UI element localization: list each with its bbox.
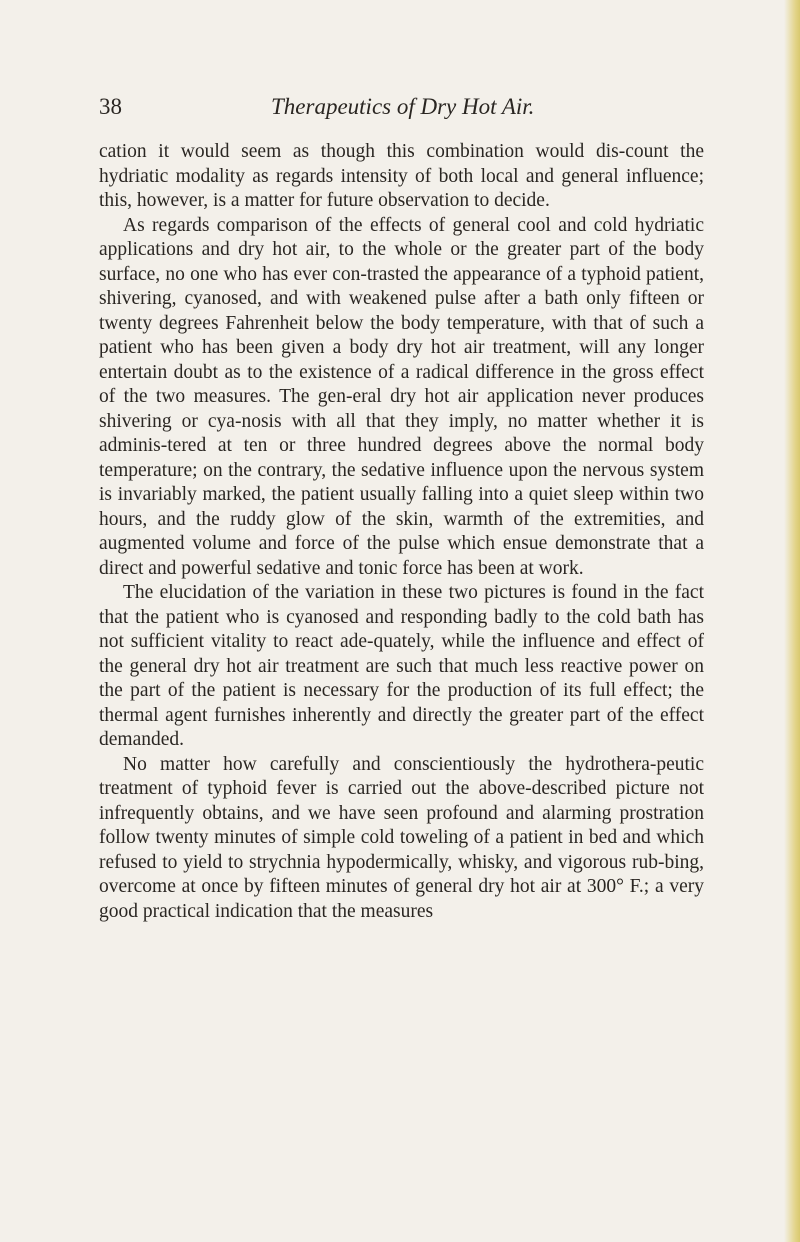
page-number: 38 (99, 94, 122, 119)
page-header (99, 94, 719, 126)
paragraph-elucidation: The elucidation of the variation in these two pictures is found in the fact that the patient who is cyanosed and responding badly to the cold bath has not sufficient vitality to react ade-quately, while the influence and effect of the general dry hot air treatment are such that much less reactive power on the part of the patient is necessary for the production of its full effect; the thermal agent furnishes inherently and directly the greater part of the effect demanded. (99, 582, 704, 750)
running-title: Therapeutics of Dry Hot Air. (271, 94, 535, 119)
page-edge (784, 0, 800, 1242)
body-text (99, 140, 704, 924)
paragraph-comparison: As regards comparison of the effects of general cool and cold hydriatic applications and dry hot air, to the whole or the greater part of the body surface, no one who has ever con-trasted the appearance of a typhoid patient, shivering, cyanosed, and with weakened pulse after a bath only fifteen or twenty degrees Fahrenheit below the body temperature, with that of such a patient who has been given a body dry hot air treatment, will any longer entertain doubt as to the existence of a radical difference in the gross effect of the two measures. The gen-eral dry hot air application never produces shivering or cya-nosis with all that they imply, no matter whether it is adminis-tered at ten or three hundred degrees above the normal body temperature; on the contrary, the sedative influence upon the nervous system is invariably marked, the patient usually falling into a quiet sleep within two hours, and the ruddy glow of the skin, warmth of the extremities, and augmented volume and force of the pulse which ensue demonstrate that a direct and powerful sedative and tonic force has been at work. (99, 214, 704, 579)
paragraph-continuation: cation it would seem as though this combination would dis-count the hydriatic modality as regards intensity of both local and general influence; this, however, is a matter for future observation to decide. (99, 141, 704, 211)
paragraph-treatment: No matter how carefully and conscientiously the hydrothera-peutic treatment of typhoid fever is carried out the above-described picture not infrequently obtains, and we have seen profound and alarming prostration follow twenty minutes of simple cold toweling of a patient in bed and which refused to yield to strychnia hypodermically, whisky, and vigorous rub-bing, overcome at once by fifteen minutes of general dry hot air at 300° F.; a very good practical indication that the measures (99, 753, 704, 922)
